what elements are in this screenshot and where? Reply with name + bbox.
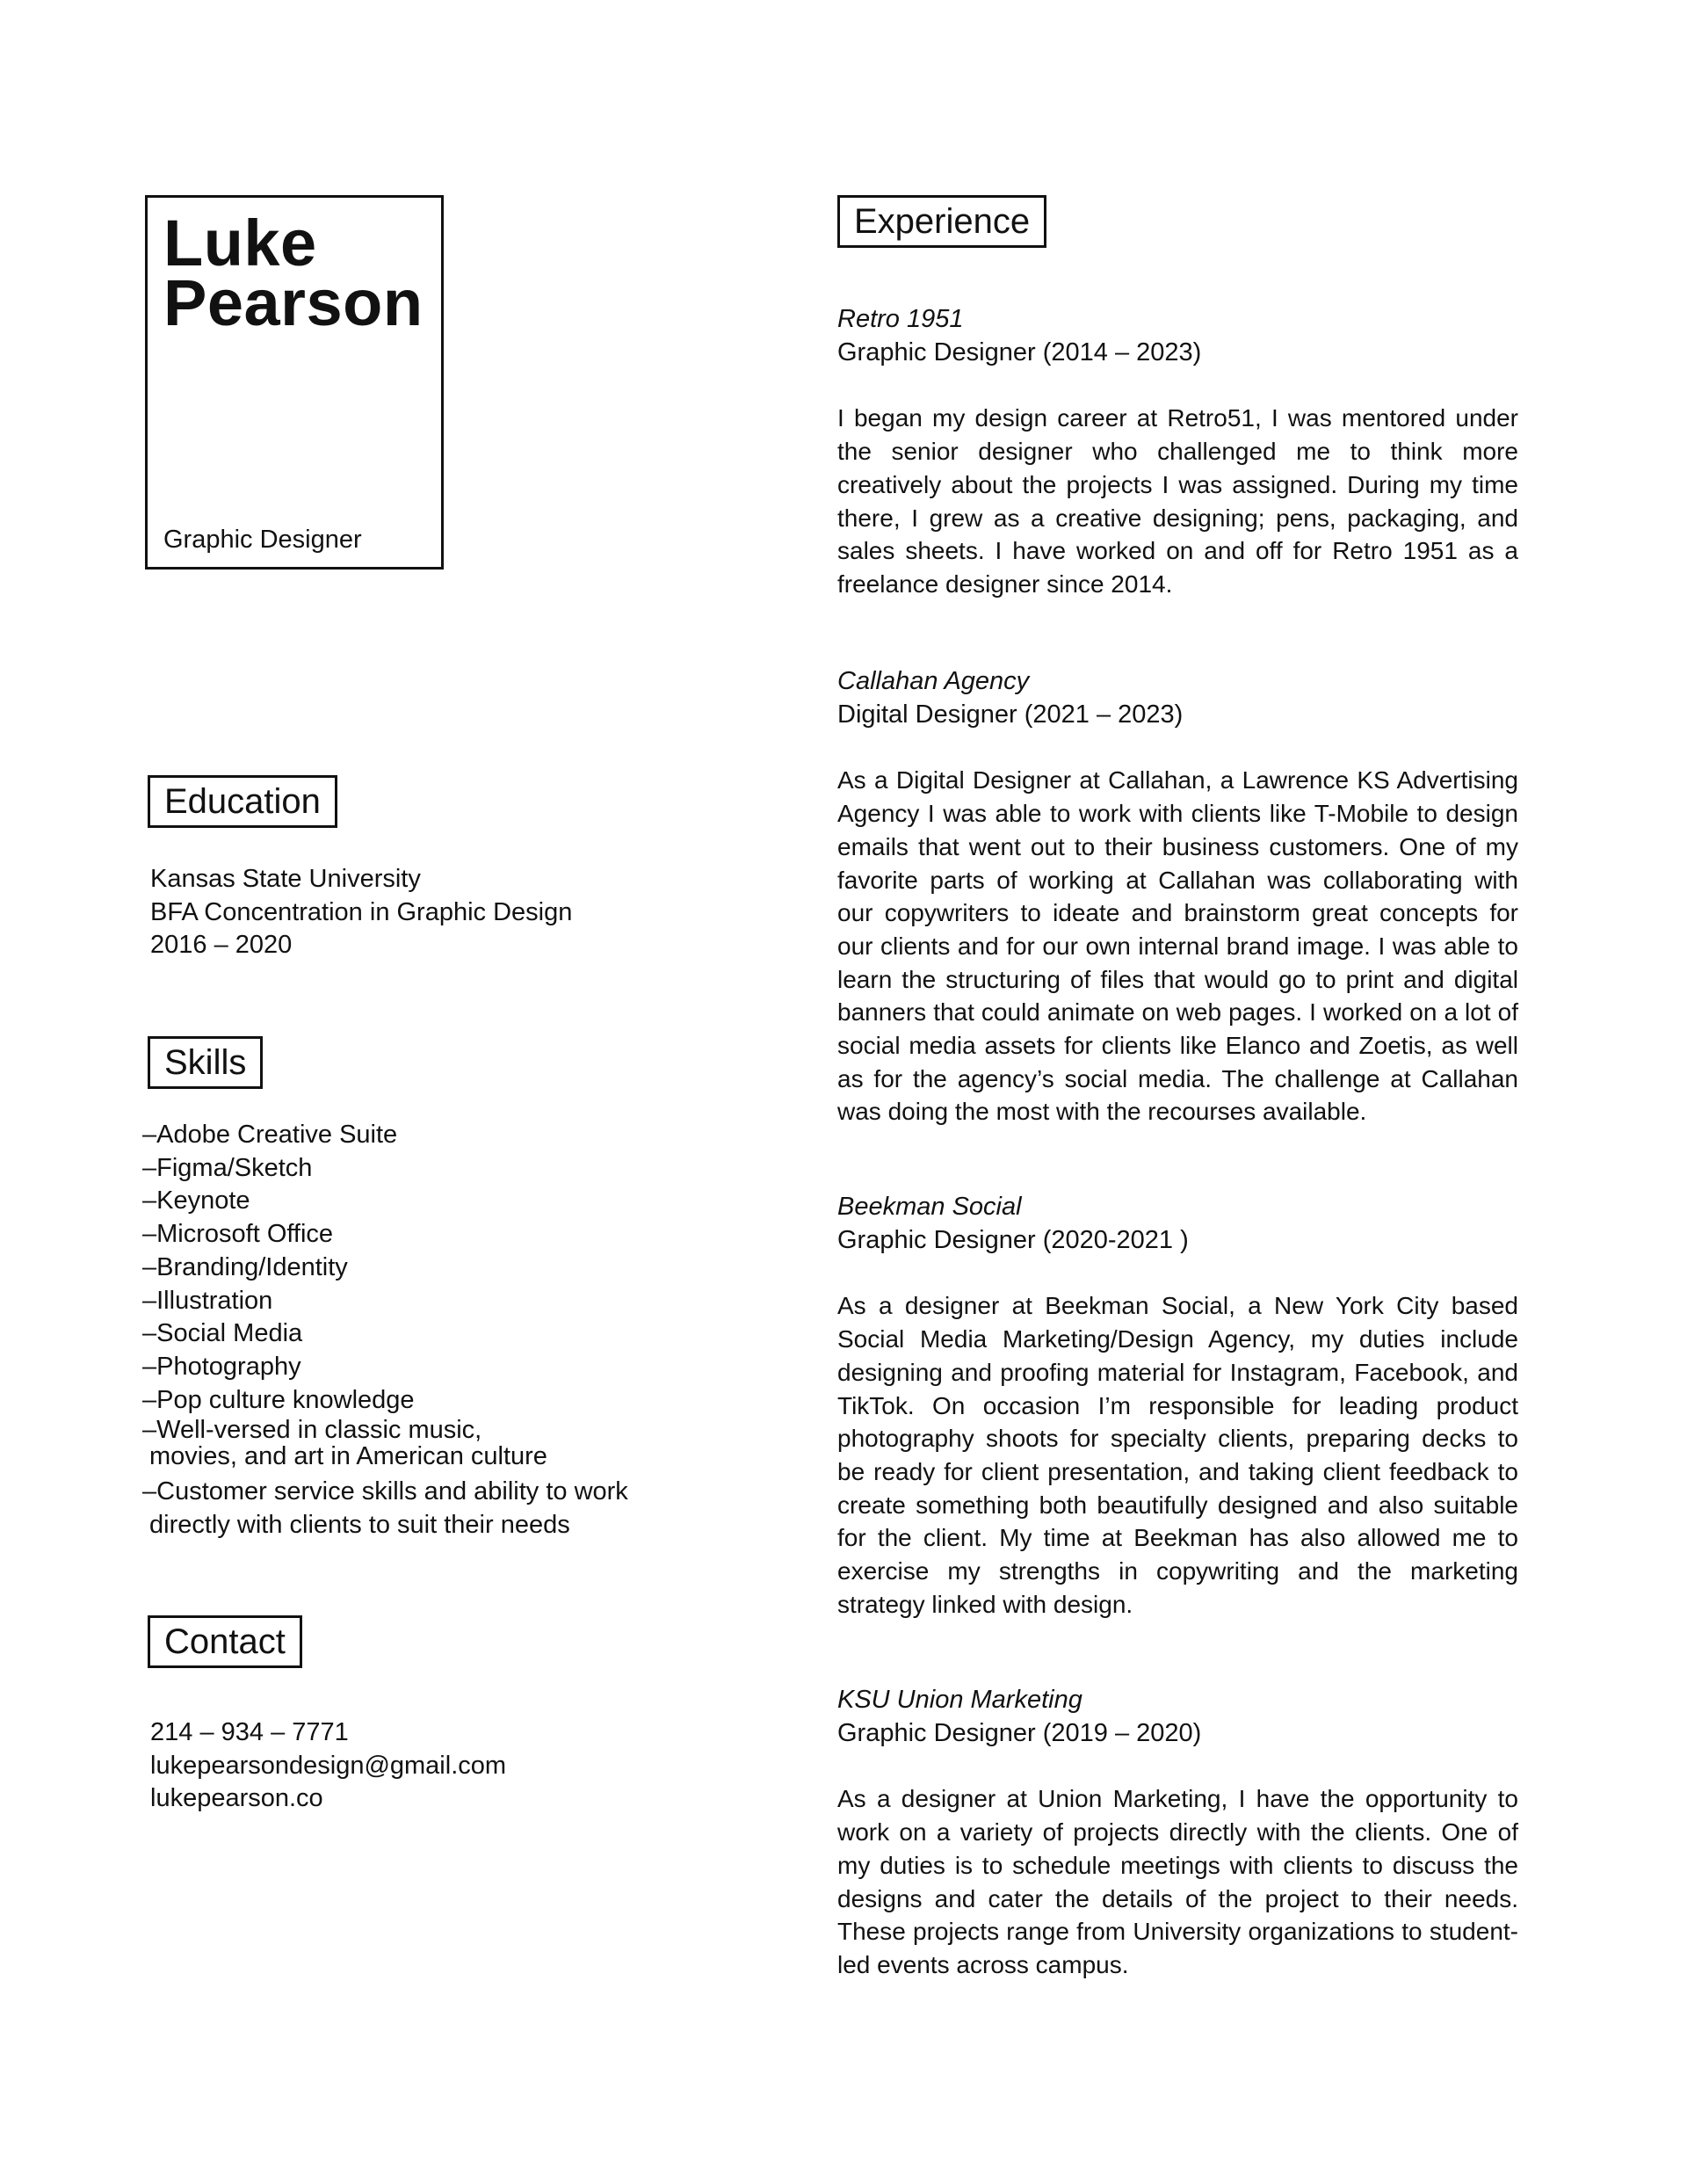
name-card — [145, 195, 444, 570]
skill-item: –Pop culture knowledge — [142, 1385, 415, 1414]
experience-description: As a designer at Union Marketing, I have the opportunity to work on a variety of projects directly with the clients. One of my duties is to schedule meetings with clients to discuss the designs and cater the details of the project to their needs. These projects range from University organizations to student-led events across campus. — [837, 1785, 1518, 1978]
experience-entry — [837, 303, 1518, 601]
experience-company: Retro 1951 — [837, 305, 964, 333]
experience-description: As a Digital Designer at Callahan, a Lawrence KS Advertising Agency I was able to work with clients like T-Mobile to design emails that went out to their business customers. One of my favorite parts of working at Callahan was collaborating with our copywriters to ideate and brainstorm great concepts for our clients and for our own internal brand image. I was able to learn the structuring of files that would go to print and digital banners that could animate on web pages. I worked on a lot of social media assets for clients like Elanco and Zoetis, as well as for the agency’s social media. The challenge at Callahan was doing the most with the recourses available. — [837, 766, 1518, 1126]
experience-role: Graphic Designer (2014 – 2023) — [837, 337, 1202, 366]
education-years: 2016 – 2020 — [150, 931, 293, 960]
skill-item-continuation: directly with clients to suit their needs — [149, 1511, 570, 1540]
skill-item: –Keynote — [142, 1186, 250, 1215]
experience-role: Digital Designer (2021 – 2023) — [837, 700, 1184, 729]
experience-company: Beekman Social — [837, 1193, 1022, 1221]
first-name: Luke — [163, 207, 317, 279]
skills-heading: Skills — [148, 1036, 263, 1089]
contact-phone[interactable]: 214 – 934 – 7771 — [150, 1718, 349, 1746]
skill-item: –Social Media — [142, 1319, 303, 1348]
education-degree: BFA Concentration in Graphic Design — [150, 897, 573, 926]
experience-role: Graphic Designer (2019 – 2020) — [837, 1718, 1202, 1747]
skill-item: –Photography — [142, 1352, 301, 1381]
contact-heading: Contact — [148, 1615, 302, 1668]
skills-list — [142, 1119, 628, 1542]
contact-email[interactable]: lukepearsondesign@gmail.com — [150, 1751, 507, 1780]
skill-item: –Figma/Sketch — [142, 1153, 313, 1182]
experience-company: KSU Union Marketing — [837, 1686, 1082, 1714]
education-details — [150, 863, 572, 962]
skill-item: –Branding/Identity — [142, 1252, 348, 1281]
skill-item: –Well-versed in classic music, — [142, 1416, 482, 1445]
experience-entry — [837, 665, 1518, 1128]
experience-company: Callahan Agency — [837, 667, 1030, 695]
job-title: Graphic Designer — [163, 526, 362, 554]
experience-heading: Experience — [837, 195, 1046, 248]
skill-item-continuation: movies, and art in American culture — [149, 1442, 547, 1471]
experience-entry — [837, 1684, 1518, 1982]
education-school: Kansas State University — [150, 865, 421, 893]
skill-item: –Customer service skills and ability to work — [142, 1477, 628, 1506]
experience-description: As a designer at Beekman Social, a New York City based Social Media Marketing/Design Agency, my duties include designing and proofing material for Instagram, Facebook, and TikTok. On occasion I’m responsible for leading product photography shoots for specialty clients, preparing decks to be ready for client presentation, and taking client feedback to create something both beautifully designed and also suitable for the client. My time at Beekman has also allowed me to exercise my strengths in copywriting and the marketing strategy linked with design. — [837, 1292, 1518, 1618]
skill-item: –Adobe Creative Suite — [142, 1121, 398, 1149]
contact-website[interactable]: lukepearson.co — [150, 1784, 323, 1813]
experience-entry — [837, 1191, 1518, 1621]
experience-description: I began my design career at Retro51, I was mentored under the senior designer who challenged me to think more creatively about the projects I was assigned. During my time there, I grew as a creative designing; pens, packaging, and sales sheets. I have worked on and off for Retro 1951 as a freelance designer since 2014. — [837, 404, 1518, 598]
skill-item: –Illustration — [142, 1286, 273, 1315]
contact-details — [150, 1716, 506, 1816]
education-heading: Education — [148, 775, 337, 828]
experience-role: Graphic Designer (2020-2021 ) — [837, 1225, 1189, 1254]
skill-item: –Microsoft Office — [142, 1220, 334, 1249]
last-name: Pearson — [163, 266, 424, 339]
